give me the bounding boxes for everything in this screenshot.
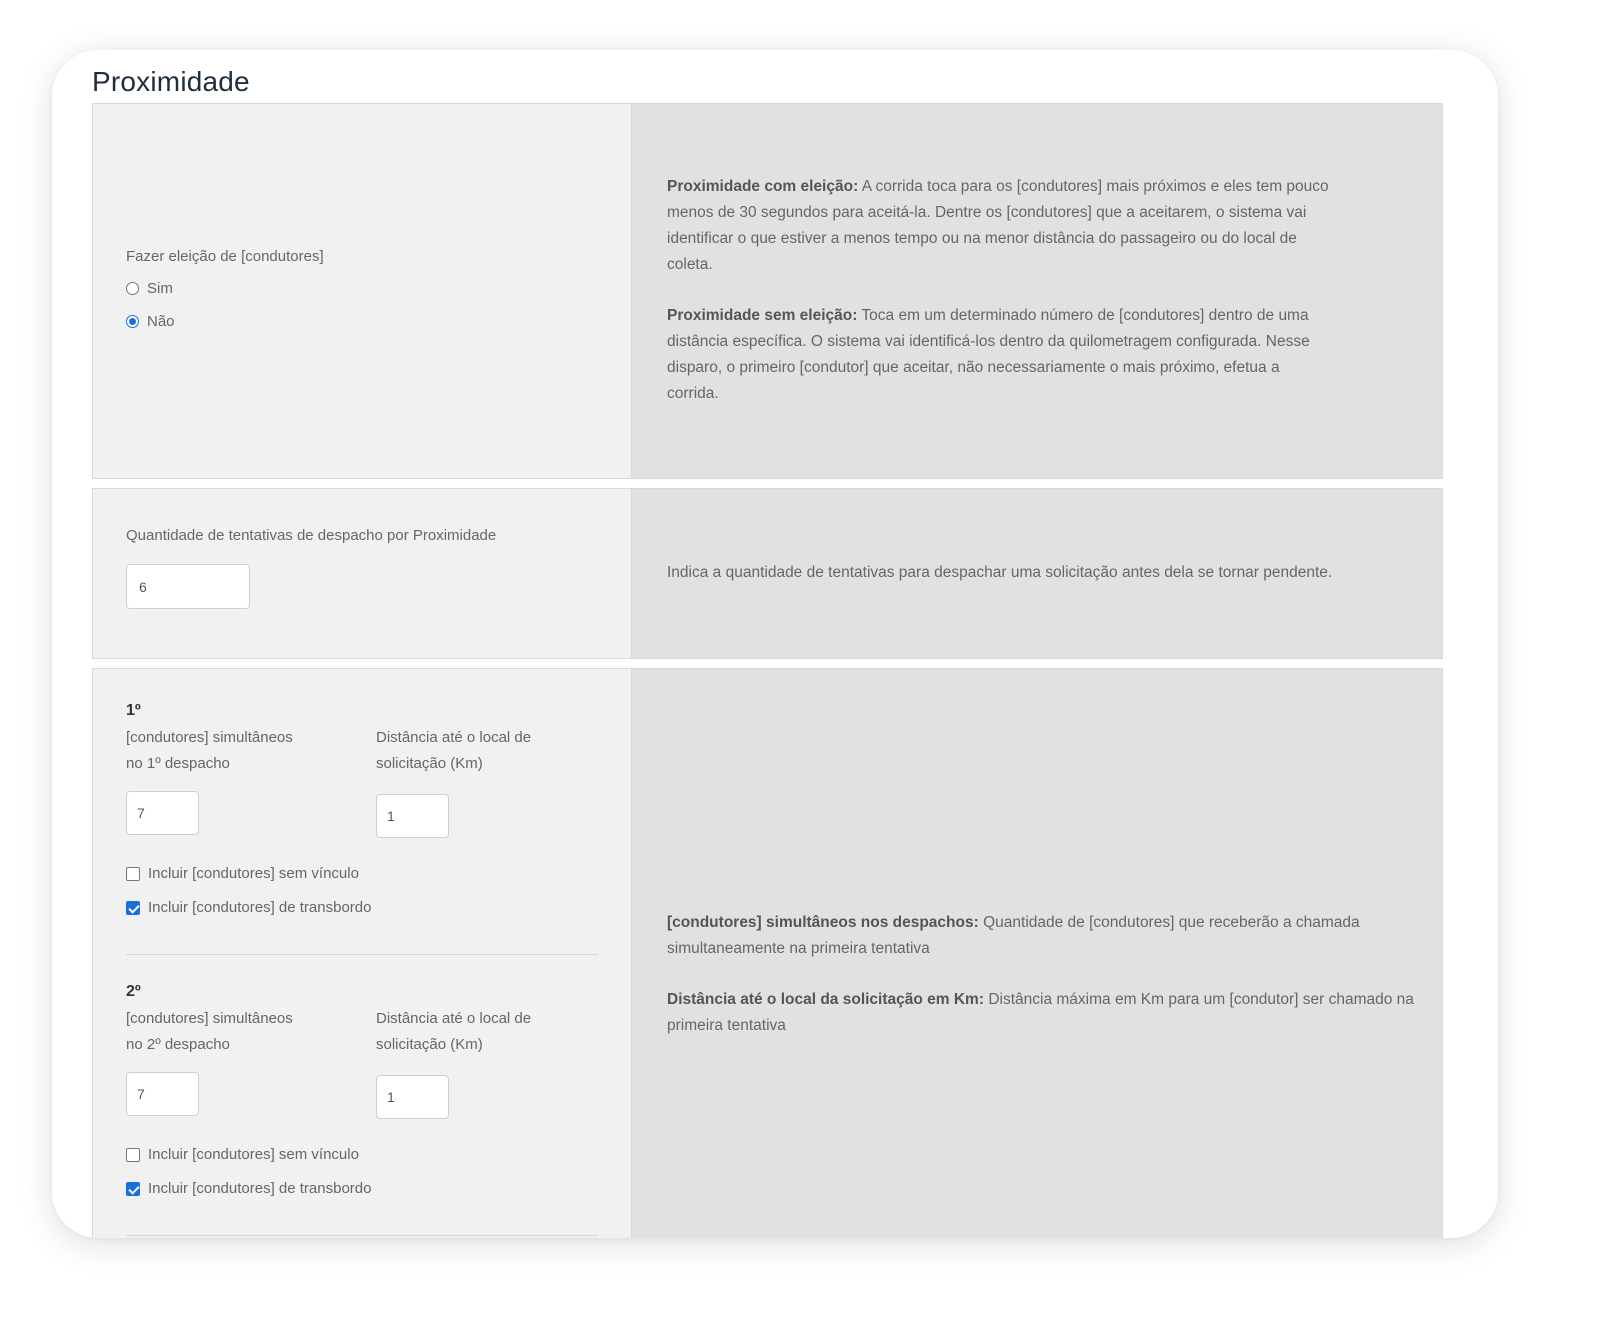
dispatch-2-unlinked-label: Incluir [condutores] sem vínculo bbox=[148, 1146, 359, 1163]
dispatch-1-distance-input[interactable]: 1 bbox=[376, 794, 449, 838]
election-with-title: Proximidade com eleição: bbox=[667, 178, 859, 195]
page-title: Proximidade bbox=[92, 66, 250, 97]
dispatch-1-overflow-checkbox[interactable] bbox=[126, 901, 140, 915]
election-with-help bbox=[667, 174, 1335, 278]
dispatch-2-drivers-input[interactable]: 7 bbox=[126, 1072, 199, 1116]
election-without-title: Proximidade sem eleição: bbox=[667, 307, 858, 324]
dispatch-1-distance-label-line1: Distância até o local de bbox=[376, 729, 532, 746]
dispatch-divider bbox=[126, 954, 598, 955]
dispatch-drivers-help bbox=[667, 910, 1417, 962]
dispatch-1-distance-label bbox=[376, 725, 531, 777]
radio-option-nao[interactable] bbox=[126, 313, 175, 330]
dispatch-1-drivers-label-line1: [condutores] simultâneos bbox=[126, 729, 293, 746]
dispatch-1-drivers-input[interactable]: 7 bbox=[126, 791, 199, 835]
dispatch-2-drivers-label-line2: no 2º despacho bbox=[126, 1036, 230, 1053]
dispatch-1-drivers-label bbox=[126, 725, 293, 777]
dispatch-distance-help bbox=[667, 987, 1417, 1039]
attempts-input[interactable]: 6 bbox=[126, 564, 250, 609]
election-controls bbox=[93, 104, 632, 478]
dispatch-1-unlinked-option[interactable] bbox=[126, 865, 359, 882]
dispatch-2-unlinked-checkbox[interactable] bbox=[126, 1148, 140, 1162]
radio-sim[interactable] bbox=[126, 282, 139, 295]
dispatch-2-overflow-checkbox[interactable] bbox=[126, 1182, 140, 1196]
dispatch-drivers-help-text: Quantidade de [condutores] que receberão a chamada simultaneamente na primeira tentativa bbox=[667, 914, 1360, 957]
settings-card bbox=[52, 50, 1498, 1238]
dispatch-2-overflow-option[interactable] bbox=[126, 1180, 371, 1197]
attempts-row bbox=[92, 488, 1443, 659]
dispatch-controls bbox=[93, 669, 632, 1238]
election-without-help bbox=[667, 303, 1335, 407]
dispatch-2-distance-label bbox=[376, 1006, 531, 1058]
dispatch-distance-help-title: Distância até o local da solicitação em Km: bbox=[667, 991, 985, 1008]
dispatch-row bbox=[92, 668, 1443, 1238]
dispatch-1-title: 1º bbox=[126, 702, 141, 719]
dispatch-2-distance-label-line1: Distância até o local de bbox=[376, 1010, 532, 1027]
dispatch-drivers-help-title: [condutores] simultâneos nos despachos: bbox=[667, 914, 979, 931]
dispatch-divider-2 bbox=[126, 1235, 598, 1236]
radio-option-sim[interactable] bbox=[126, 280, 173, 297]
election-label: Fazer eleição de [condutores] bbox=[126, 248, 324, 265]
radio-nao[interactable] bbox=[126, 315, 139, 328]
dispatch-2-drivers-label bbox=[126, 1006, 293, 1058]
election-with-text: A corrida toca para os [condutores] mais próximos e eles tem pouco menos de 30 segundos para aceitá-la. Dentre os [condutores] que a aceitarem, o sistema vai identificar o que estiver a menos tempo ou na menor distância do passageiro ou do local de coleta. bbox=[667, 178, 1329, 273]
dispatch-1-drivers-label-line2: no 1º despacho bbox=[126, 755, 230, 772]
dispatch-help bbox=[632, 669, 1442, 1238]
dispatch-1-unlinked-label: Incluir [condutores] sem vínculo bbox=[148, 865, 359, 882]
election-without-text: Toca em um determinado número de [condutores] dentro de uma distância específica. O sistema vai identificá-los dentro da quilometragem configurada. Nesse disparo, o primeiro [condutor] que aceitar, não necessariamente o mais próximo, efetua a corrida. bbox=[667, 307, 1310, 402]
dispatch-1-overflow-option[interactable] bbox=[126, 899, 371, 916]
attempts-help-panel bbox=[632, 489, 1442, 658]
attempts-help: Indica a quantidade de tentativas para despachar uma solicitação antes dela se tornar pendente. bbox=[667, 564, 1333, 581]
radio-nao-label: Não bbox=[147, 313, 175, 330]
dispatch-2-unlinked-option[interactable] bbox=[126, 1146, 359, 1163]
election-help bbox=[632, 104, 1442, 478]
dispatch-2-title: 2º bbox=[126, 983, 141, 1000]
dispatch-2-drivers-label-line1: [condutores] simultâneos bbox=[126, 1010, 293, 1027]
dispatch-1-distance-label-line2: solicitação (Km) bbox=[376, 755, 483, 772]
radio-sim-label: Sim bbox=[147, 280, 173, 297]
attempts-label: Quantidade de tentativas de despacho por Proximidade bbox=[126, 527, 497, 544]
dispatch-1-overflow-label: Incluir [condutores] de transbordo bbox=[148, 899, 372, 916]
attempts-controls bbox=[93, 489, 632, 658]
election-row bbox=[92, 103, 1443, 479]
dispatch-1-unlinked-checkbox[interactable] bbox=[126, 867, 140, 881]
dispatch-2-overflow-label: Incluir [condutores] de transbordo bbox=[148, 1180, 372, 1197]
dispatch-distance-help-text: Distância máxima em Km para um [condutor] ser chamado na primeira tentativa bbox=[667, 991, 1414, 1034]
dispatch-2-distance-label-line2: solicitação (Km) bbox=[376, 1036, 483, 1053]
dispatch-2-distance-input[interactable]: 1 bbox=[376, 1075, 449, 1119]
